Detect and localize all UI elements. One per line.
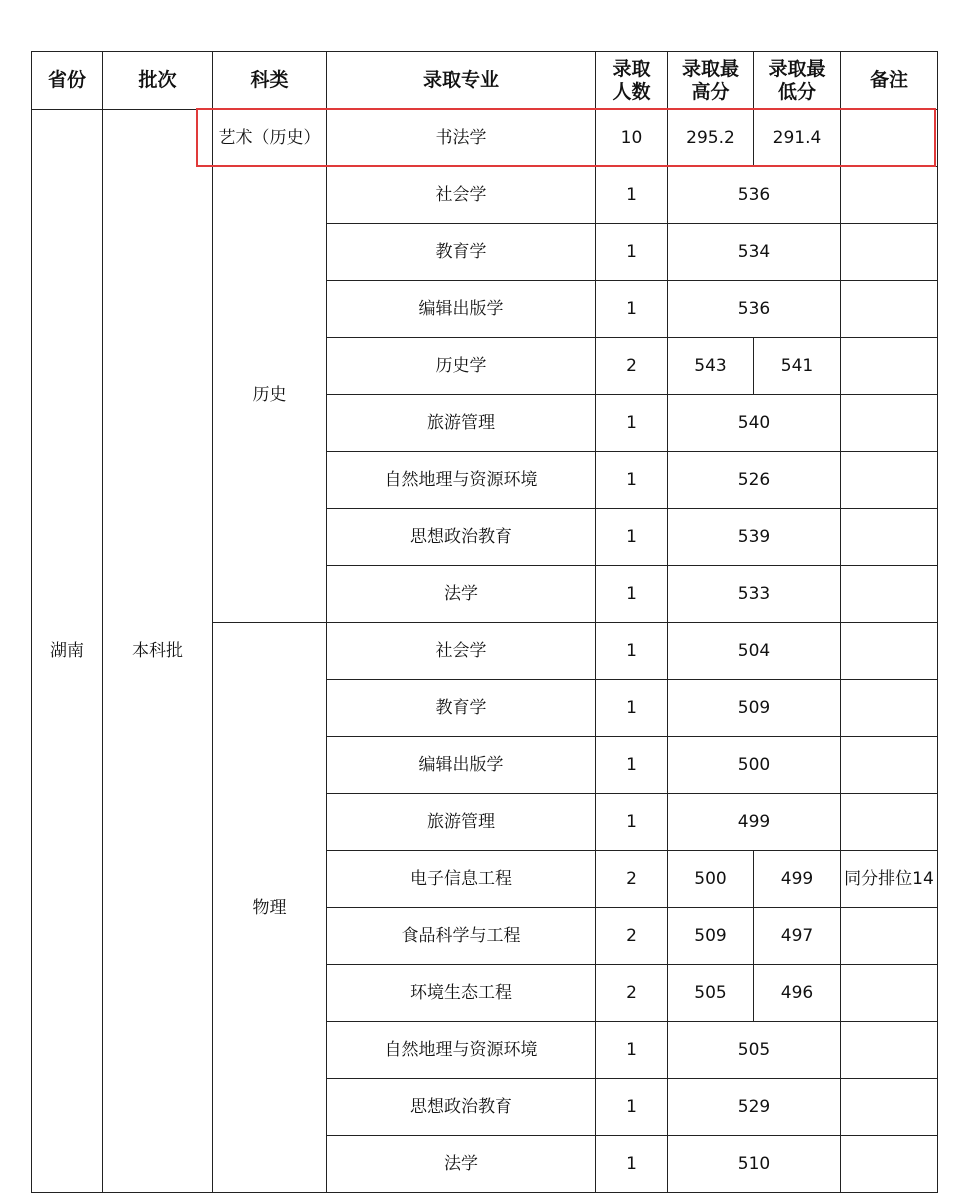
- count-cell: 1: [596, 1022, 668, 1079]
- header-major: 录取专业: [327, 52, 596, 110]
- count-cell: 1: [596, 1136, 668, 1193]
- note-cell: [841, 737, 938, 794]
- admission-table: [31, 51, 938, 1193]
- count-cell: 1: [596, 794, 668, 851]
- score-cell: 533: [668, 566, 841, 623]
- major-cell: 社会学: [327, 167, 596, 224]
- note-cell: [841, 281, 938, 338]
- header-batch: 批次: [103, 52, 213, 110]
- count-cell: 2: [596, 965, 668, 1022]
- major-cell: 旅游管理: [327, 395, 596, 452]
- major-cell: 教育学: [327, 224, 596, 281]
- note-cell: [841, 908, 938, 965]
- major-cell: 教育学: [327, 680, 596, 737]
- count-cell: 2: [596, 338, 668, 395]
- score-cell: 499: [668, 794, 841, 851]
- table-row: [32, 110, 938, 167]
- header-count: [596, 52, 668, 110]
- note-cell: [841, 338, 938, 395]
- count-cell: 1: [596, 737, 668, 794]
- max-score-cell: 295.2: [668, 110, 754, 167]
- min-score-cell: 499: [754, 851, 841, 908]
- major-cell: 环境生态工程: [327, 965, 596, 1022]
- header-max-score-label: 录取最高分: [681, 57, 739, 103]
- major-cell: 编辑出版学: [327, 737, 596, 794]
- category-cell: 艺术（历史）: [213, 110, 327, 167]
- count-cell: 1: [596, 224, 668, 281]
- note-cell: [841, 395, 938, 452]
- count-cell: 1: [596, 281, 668, 338]
- note-cell: [841, 1136, 938, 1193]
- count-cell: 1: [596, 680, 668, 737]
- score-cell: 529: [668, 1079, 841, 1136]
- note-cell: [841, 794, 938, 851]
- header-count-label: 录取人数: [612, 57, 651, 103]
- header-min-score: [754, 52, 841, 110]
- major-cell: 社会学: [327, 623, 596, 680]
- note-cell: [841, 224, 938, 281]
- category-cell: 历史: [213, 167, 327, 623]
- major-cell: 食品科学与工程: [327, 908, 596, 965]
- score-cell: 500: [668, 737, 841, 794]
- major-cell: 历史学: [327, 338, 596, 395]
- count-cell: 10: [596, 110, 668, 167]
- batch-cell: 本科批: [103, 110, 213, 1193]
- note-cell: [841, 509, 938, 566]
- major-cell: 法学: [327, 566, 596, 623]
- note-cell: [841, 110, 938, 167]
- note-cell: 同分排位14: [841, 851, 938, 908]
- count-cell: 1: [596, 509, 668, 566]
- score-cell: 509: [668, 680, 841, 737]
- score-cell: 504: [668, 623, 841, 680]
- note-cell: [841, 452, 938, 509]
- min-score-cell: 291.4: [754, 110, 841, 167]
- header-max-score: [668, 52, 754, 110]
- score-cell: 540: [668, 395, 841, 452]
- min-score-cell: 541: [754, 338, 841, 395]
- note-cell: [841, 965, 938, 1022]
- major-cell: 编辑出版学: [327, 281, 596, 338]
- major-cell: 法学: [327, 1136, 596, 1193]
- major-cell: 自然地理与资源环境: [327, 452, 596, 509]
- max-score-cell: 500: [668, 851, 754, 908]
- header-category: 科类: [213, 52, 327, 110]
- score-cell: 505: [668, 1022, 841, 1079]
- note-cell: [841, 1079, 938, 1136]
- note-cell: [841, 566, 938, 623]
- score-cell: 510: [668, 1136, 841, 1193]
- major-cell: 旅游管理: [327, 794, 596, 851]
- header-note: 备注: [841, 52, 938, 110]
- header-row: [32, 52, 938, 110]
- score-cell: 534: [668, 224, 841, 281]
- note-cell: [841, 680, 938, 737]
- count-cell: 2: [596, 851, 668, 908]
- header-min-score-label: 录取最低分: [768, 57, 826, 103]
- major-cell: 思想政治教育: [327, 509, 596, 566]
- count-cell: 1: [596, 167, 668, 224]
- major-cell: 自然地理与资源环境: [327, 1022, 596, 1079]
- max-score-cell: 543: [668, 338, 754, 395]
- province-cell: 湖南: [32, 110, 103, 1193]
- score-cell: 536: [668, 281, 841, 338]
- count-cell: 1: [596, 623, 668, 680]
- min-score-cell: 496: [754, 965, 841, 1022]
- header-province: 省份: [32, 52, 103, 110]
- major-cell: 书法学: [327, 110, 596, 167]
- count-cell: 1: [596, 452, 668, 509]
- major-cell: 电子信息工程: [327, 851, 596, 908]
- min-score-cell: 497: [754, 908, 841, 965]
- count-cell: 1: [596, 395, 668, 452]
- max-score-cell: 509: [668, 908, 754, 965]
- score-cell: 536: [668, 167, 841, 224]
- note-cell: [841, 1022, 938, 1079]
- category-cell: 物理: [213, 623, 327, 1193]
- count-cell: 1: [596, 566, 668, 623]
- score-cell: 539: [668, 509, 841, 566]
- note-cell: [841, 623, 938, 680]
- major-cell: 思想政治教育: [327, 1079, 596, 1136]
- count-cell: 1: [596, 1079, 668, 1136]
- max-score-cell: 505: [668, 965, 754, 1022]
- count-cell: 2: [596, 908, 668, 965]
- score-cell: 526: [668, 452, 841, 509]
- note-cell: [841, 167, 938, 224]
